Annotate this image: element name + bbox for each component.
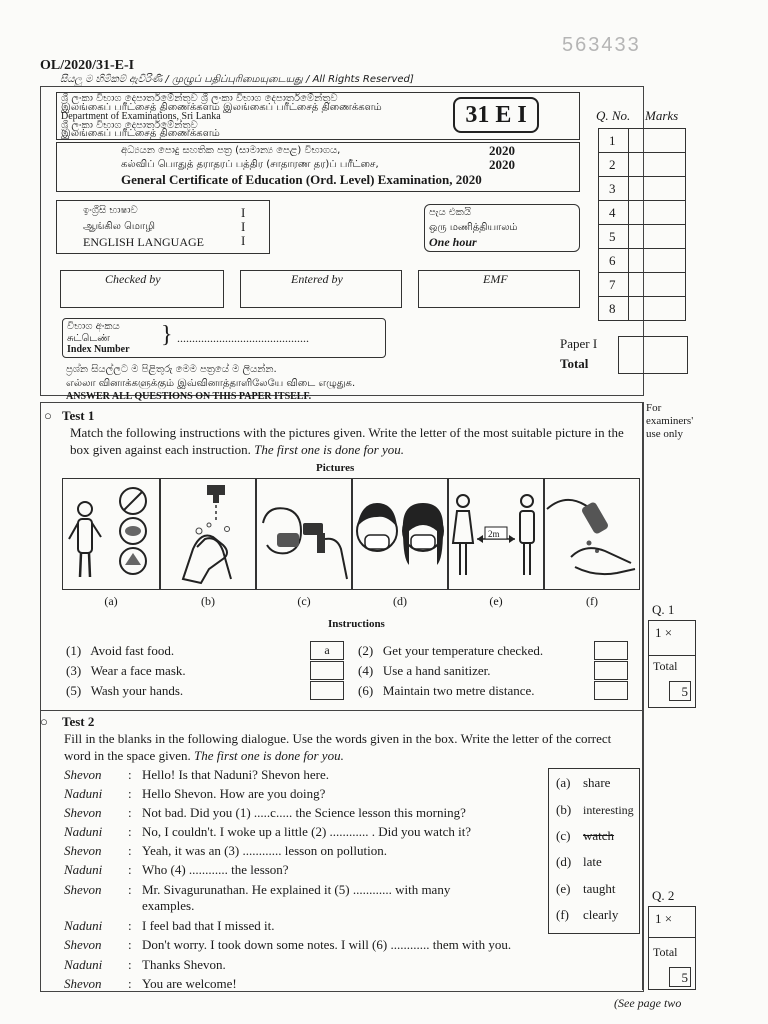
speaker: Naduni <box>64 824 103 839</box>
instruction-item <box>358 663 491 679</box>
dialogue-line: Shevon : Yeah, it was an (3) ............ lesson on pollution. <box>64 843 387 858</box>
picture-label: (c) <box>297 594 311 608</box>
speaker: Shevon <box>64 882 102 897</box>
emf-label: EMF <box>483 272 508 286</box>
pictures-heading: Pictures <box>316 462 355 474</box>
word-letter: (d) <box>556 854 572 869</box>
index-label-sinhala: විභාග අංකය <box>67 321 120 332</box>
index-label-tamil: சுட்டெண் <box>67 333 110 344</box>
q1-marks-box <box>648 620 696 708</box>
distance-label: 2m <box>488 529 500 539</box>
test1-bullet: ○ <box>44 408 52 423</box>
line-text: I feel bad that I missed it. <box>142 918 275 933</box>
speaker: Naduni <box>64 862 103 877</box>
item-number: (5) <box>66 683 82 698</box>
marks-row <box>599 177 686 201</box>
exam-year: 2020 <box>489 143 515 158</box>
item-text: Wash your hands. <box>90 683 184 698</box>
subject-tamil: ஆங்கில மொழி <box>83 221 155 232</box>
q1-label: Q. 1 <box>652 602 675 617</box>
answer-all-tamil: எல்லா வினாக்களுக்கும் இவ்வினாத்தாளிலேயே விடை எழுதுக. <box>66 378 356 389</box>
marks-row <box>599 249 686 273</box>
item-text: Get your temperature checked. <box>382 643 544 658</box>
q2-label: Q. 2 <box>652 888 675 903</box>
test1-instruction-text: Match the following instructions with the pictures given. Write the letter of the most suitable picture in the box given against each instruction. <box>70 425 624 457</box>
item-number: (3) <box>66 663 82 678</box>
picture-label: (e) <box>489 594 503 608</box>
subject-code: 31 E I <box>453 97 539 133</box>
duration-sinhala: පැය එකයි <box>429 207 472 218</box>
answer-box[interactable] <box>594 681 628 700</box>
word-option <box>556 854 602 870</box>
instruction-item <box>358 683 535 699</box>
q2-total-label: Total <box>653 945 678 959</box>
marks-row <box>599 225 686 249</box>
department-line: ශ්‍රී ලංකා විභාග දෙපාර්තමේන්තුව <box>61 120 198 131</box>
test-divider <box>40 710 642 711</box>
line-text: Thanks Shevon. <box>142 957 226 972</box>
dialogue-line <box>64 898 194 916</box>
test2-title: Test 2 <box>62 714 95 729</box>
marks-cell[interactable] <box>629 129 686 153</box>
marks-cell[interactable] <box>629 225 686 249</box>
picture-label: (d) <box>393 594 407 608</box>
speaker: Naduni <box>64 918 103 933</box>
divider <box>649 655 695 656</box>
speaker: Shevon <box>64 805 102 820</box>
line-text: No, I couldn't. I woke up a little (2) ............ . Did you watch it? <box>142 824 472 839</box>
item-text: Use a hand sanitizer. <box>382 663 491 678</box>
department-line: இலங்கைப் பரீட்சைத் திணைக்களம் <box>61 128 220 139</box>
picture-a <box>62 478 160 590</box>
entered-by-box[interactable] <box>240 270 402 308</box>
word-option <box>556 802 634 818</box>
picture-d <box>352 478 448 590</box>
answer-all-english: ANSWER ALL QUESTIONS ON THIS PAPER ITSELF. <box>66 391 312 402</box>
checked-by-label: Checked by <box>105 272 161 286</box>
marks-row <box>599 273 686 297</box>
line-text: Yeah, it was an (3) ............ lesson on pollution. <box>142 843 387 858</box>
test2-bullet: ○ <box>40 714 48 729</box>
word-option <box>556 775 610 791</box>
question-number: 6 <box>599 249 629 273</box>
picture-f <box>544 478 640 590</box>
instruction-item <box>358 643 543 659</box>
word-option <box>556 828 614 844</box>
hand-washing-icon <box>161 479 255 589</box>
line-text: Who (4) ............ the lesson? <box>142 862 289 877</box>
marks-cell[interactable] <box>629 153 686 177</box>
word-option <box>556 881 616 897</box>
exam-title-sinhala: අධ්‍යයන පොදු සහතික පත්‍ර (සාමාන්‍ය පෙළ) විභාගය, <box>121 145 341 156</box>
exam-title-box <box>56 142 580 192</box>
duration-tamil: ஒரு மணித்தியாலம் <box>429 222 518 233</box>
emf-box[interactable] <box>418 270 580 308</box>
q1-total-label: Total <box>653 659 678 673</box>
duration-english: One hour <box>429 235 477 249</box>
item-number: (6) <box>358 683 374 698</box>
word-text-crossed: watch <box>583 828 615 843</box>
index-label-english: Index Number <box>67 344 130 355</box>
question-number: 8 <box>599 297 629 321</box>
exam-title-tamil: கல்விப் பொதுத் தராதரப் பத்திர (சாதாரண தர)ப் பரீட்சை, <box>121 159 379 170</box>
brace: } <box>161 322 173 348</box>
subject-sinhala: ඉංග්‍රීසි භාෂාව <box>83 205 138 216</box>
speaker: Shevon <box>64 937 102 952</box>
instruction-item <box>66 683 183 699</box>
word-letter: (b) <box>556 802 572 817</box>
paper-label: Paper I <box>560 336 598 351</box>
paper-code: OL/2020/31-E-I <box>40 58 135 73</box>
word-letter: (c) <box>556 828 571 843</box>
department-line: ශ්‍රී ලංකා විභාග දෙපාර්තමේන්තුව ශ්‍රී ලංකා විභාග දෙපාර්තමේන්තුව <box>61 93 338 104</box>
exam-year: 2020 <box>489 157 515 172</box>
word-text: clearly <box>583 907 619 922</box>
dialogue-line: Shevon : Don't worry. I took down some notes. I will (6) ............ them with you. <box>64 937 512 952</box>
item-text: Maintain two metre distance. <box>382 683 535 698</box>
question-number: 2 <box>599 153 629 177</box>
dialogue-line: Shevon : Mr. Sivagurunathan. He explained it (5) ............ with many <box>64 882 451 897</box>
marks-row <box>599 297 686 321</box>
divider <box>649 937 695 938</box>
picture-e <box>448 478 544 590</box>
subject-english: ENGLISH LANGUAGE <box>83 235 204 249</box>
entered-by-label: Entered by <box>291 272 343 286</box>
marks-cell[interactable] <box>629 177 686 201</box>
test1-title: Test 1 <box>62 408 95 423</box>
line-text: Hello! Is that Naduni? Shevon here. <box>142 767 330 782</box>
question-number: 3 <box>599 177 629 201</box>
speaker: Naduni <box>64 957 103 972</box>
answer-all-sinhala: ප්‍රශ්න සියල්ලට ම පිළිතුරු මෙම පත්‍රයේ ම ලියන්න. <box>66 364 277 375</box>
subject-box <box>56 200 270 254</box>
question-number: 7 <box>599 273 629 297</box>
dialogue-line: Shevon : Not bad. Did you (1) .....c..... the Science lesson this morning? <box>64 805 466 820</box>
q1-total-value: 5 <box>669 681 691 701</box>
marks-cell[interactable] <box>629 201 686 225</box>
checked-by-box[interactable] <box>60 270 224 308</box>
subject-part: I <box>241 233 246 248</box>
item-text: Avoid fast food. <box>90 643 175 658</box>
rights-notice: සියලු ම හිමිකම් ඇවිරිණි / முழுப் பதிப்புரிமையுடையது / All Rights Reserved] <box>60 74 414 85</box>
word-text: late <box>583 854 602 869</box>
word-text: share <box>583 775 611 790</box>
speaker: Shevon <box>64 843 102 858</box>
item-number: (2) <box>358 643 374 658</box>
picture-label: (f) <box>586 594 598 608</box>
line-text: Don't worry. I took down some notes. I will (6) ............ them with you. <box>142 937 512 952</box>
question-number: 5 <box>599 225 629 249</box>
test1-instruction <box>70 424 636 458</box>
index-dots: ............................................ <box>177 331 309 345</box>
duration-box <box>424 204 580 252</box>
q2-multiplier: 1 × <box>655 911 673 926</box>
instruction-item <box>66 663 186 679</box>
instructions-heading: Instructions <box>328 618 385 630</box>
item-text: Wear a face mask. <box>90 663 186 678</box>
question-number: 4 <box>599 201 629 225</box>
qno-header: Q. No. <box>596 108 631 123</box>
line-text: Not bad. Did you (1) .....c..... the Science lesson this morning? <box>142 805 466 820</box>
footer-note: (See page two <box>614 996 682 1010</box>
dialogue-line: Shevon : You are welcome! <box>64 976 237 991</box>
line-text: Mr. Sivagurunathan. He explained it (5) ............ with many <box>142 882 451 897</box>
dialogue-line: Naduni : Hello Shevon. How are you doing? <box>64 786 326 801</box>
line-text: You are welcome! <box>142 976 237 991</box>
face-mask-icon <box>353 479 447 589</box>
q1-multiplier: 1 × <box>655 625 673 640</box>
dialogue-line: Naduni : No, I couldn't. I woke up a little (2) ............ . Did you watch it? <box>64 824 472 839</box>
test2-instruction <box>64 730 636 764</box>
test2-example-note: The first one is done for you. <box>193 748 344 763</box>
answer-box[interactable] <box>310 661 344 680</box>
examiners-use-label: For examiners' use only <box>646 402 694 440</box>
speaker: Shevon <box>64 976 102 991</box>
word-letter: (f) <box>556 907 569 922</box>
paper-total-box[interactable] <box>618 336 688 374</box>
line-text: Hello Shevon. How are you doing? <box>142 786 326 801</box>
marks-cell[interactable] <box>629 297 686 321</box>
index-number-box[interactable] <box>62 318 386 358</box>
dialogue-line: Naduni : Thanks Shevon. <box>64 957 226 972</box>
picture-label: (a) <box>104 594 118 608</box>
word-text: taught <box>583 881 616 896</box>
picture-c <box>256 478 352 590</box>
test2-instruction-text: Fill in the blanks in the following dialogue. Use the words given in the box. Write the letter of the correct word in the space given. <box>64 731 612 763</box>
answer-box[interactable]: a <box>310 641 344 660</box>
marks-table <box>598 128 686 321</box>
total-label: Total <box>560 356 589 371</box>
dialogue-line: Shevon : Hello! Is that Naduni? Shevon here. <box>64 767 330 782</box>
item-number: (1) <box>66 643 82 658</box>
q2-marks-box <box>648 906 696 990</box>
marks-header: Marks <box>645 108 679 123</box>
marks-row <box>599 201 686 225</box>
department-line: Department of Examinations, Sri Lanka <box>61 111 221 122</box>
department-banner <box>56 92 580 140</box>
word-letter: (e) <box>556 881 571 896</box>
dialogue-line: Naduni : Who (4) ............ the lesson? <box>64 862 289 877</box>
examiner-column-divider <box>642 402 643 990</box>
serial-number: 563433 <box>562 34 641 56</box>
q2-total-value: 5 <box>669 967 691 987</box>
line-text: examples. <box>142 898 195 913</box>
fast-food-icon <box>63 479 159 589</box>
speaker: Shevon <box>64 767 102 782</box>
marks-row <box>599 153 686 177</box>
marks-cell[interactable] <box>629 273 686 297</box>
subject-part: I <box>241 219 246 234</box>
instruction-item <box>66 643 174 659</box>
exam-title-english: General Certificate of Education (Ord. Level) Examination, 2020 <box>121 172 482 187</box>
picture-b <box>160 478 256 590</box>
hand-sanitizer-icon <box>545 479 639 589</box>
temperature-check-icon <box>257 479 351 589</box>
answer-box[interactable] <box>310 681 344 700</box>
question-number: 1 <box>599 129 629 153</box>
item-number: (4) <box>358 663 374 678</box>
speaker: Naduni <box>64 786 103 801</box>
word-letter: (a) <box>556 775 571 790</box>
dialogue-line: Naduni : I feel bad that I missed it. <box>64 918 275 933</box>
marks-cell[interactable] <box>629 249 686 273</box>
answer-box[interactable] <box>594 641 628 660</box>
marks-row <box>599 129 686 153</box>
answer-box[interactable] <box>594 661 628 680</box>
department-line: இலங்கைப் பரீட்சைத் திணைக்களம் இலங்கைப் பரீட்சைத் திணைக்களம் <box>61 102 382 113</box>
word-text: interesting <box>583 803 634 817</box>
word-option <box>556 907 618 923</box>
subject-part: I <box>241 205 246 220</box>
test1-example-note: The first one is done for you. <box>254 442 404 457</box>
picture-label: (b) <box>201 594 215 608</box>
